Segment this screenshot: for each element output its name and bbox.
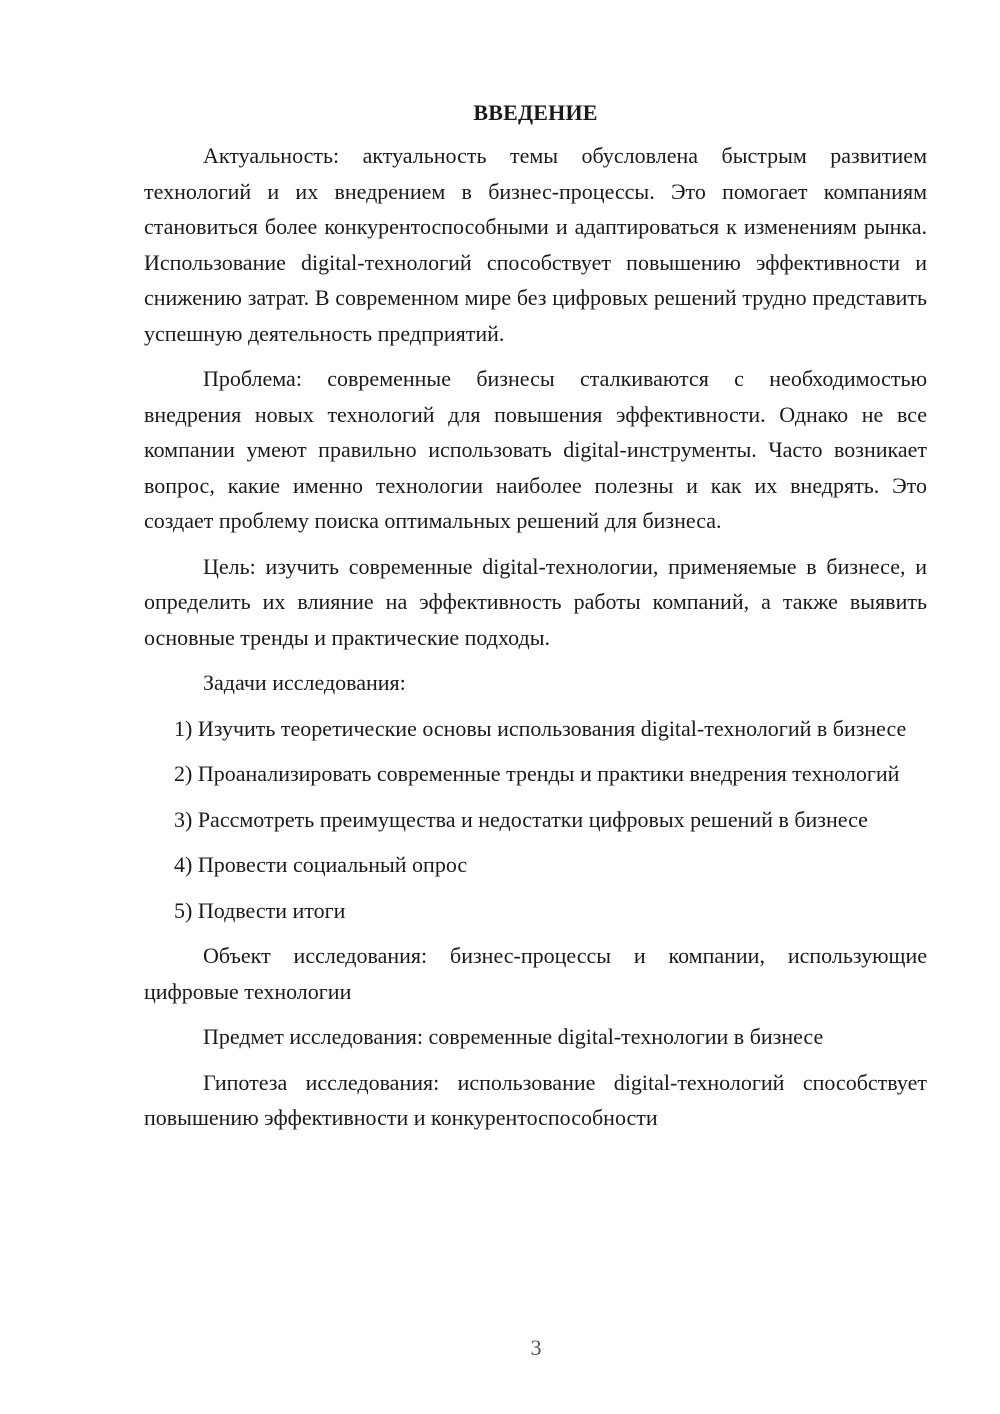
task-item-5: 5) Подвести итоги [174, 897, 346, 923]
relevance-paragraph: Актуальность: актуальность темы обусловлена быстрым развитием технологий и их внедрением в бизнес-процессы. Это помогает компаниям становиться более конкурентоспособными и адаптироваться к изменениям рынка. Использование digital-технологий способствует повышению эффективности и снижению затрат. В современном мире без цифровых решений трудно представить успешную деятельность предприятий. [144, 143, 927, 346]
hypothesis-paragraph: Гипотеза исследования: использование digital-технологий способствует повышению эффективности и конкурентоспособности [144, 1069, 927, 1130]
task-item-3: 3) Рассмотреть преимущества и недостатки цифровых решений в бизнесе [174, 806, 868, 832]
page-content [144, 95, 927, 1146]
problem-paragraph: Проблема: современные бизнесы сталкиваются с необходимостью внедрения новых технологий для повышения эффективности. Однако не все компании умеют правильно использовать digital-инструменты. Часто возникает вопрос, какие именно технологии наиболее полезны и как их внедрять. Это создает проблему поиска оптимальных решений для бизнеса. [144, 366, 927, 533]
object-paragraph: Объект исследования: бизнес-процессы и компании, использующие цифровые технологии [144, 943, 927, 1004]
page-number: 3 [530, 1335, 542, 1360]
section-heading: ВВЕДЕНИЕ [473, 100, 598, 125]
task-item-2: 2) Проанализировать современные тренды и практики внедрения технологий [174, 761, 900, 786]
goal-paragraph: Цель: изучить современные digital-технологии, применяемые в бизнесе, и определить их влияние на эффективность работы компаний, а также выявить основные тренды и практические подходы. [144, 553, 927, 650]
task-item-1: 1) Изучить теоретические основы использования digital-технологий в бизнесе [174, 715, 907, 741]
tasks-heading: Задачи исследования: [203, 670, 406, 695]
subject-paragraph: Предмет исследования: современные digital-технологии в бизнесе [203, 1024, 824, 1049]
task-item-4: 4) Провести социальный опрос [174, 852, 468, 877]
